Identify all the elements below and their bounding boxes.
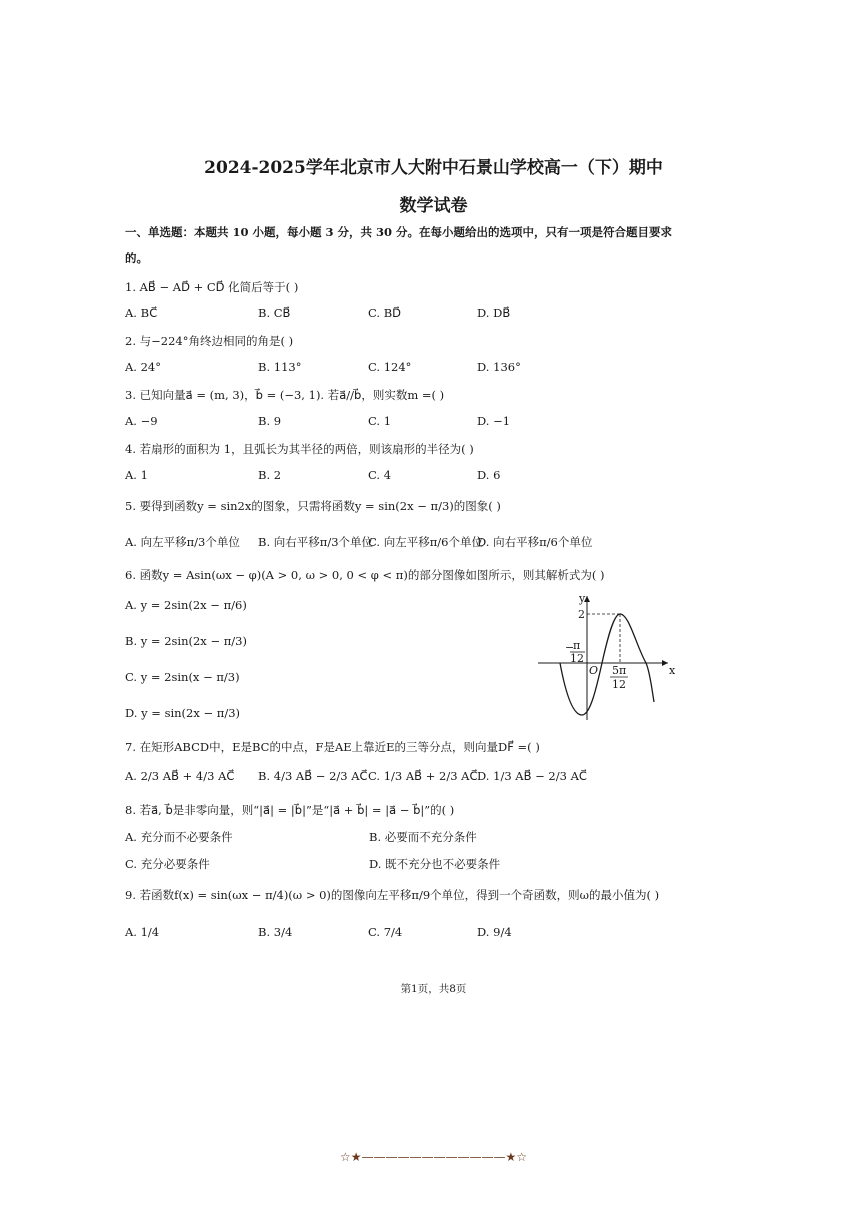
question-options: [125, 856, 725, 874]
x-axis-arrow-icon: [662, 660, 668, 666]
option: B. 向右平移π/3个单位: [258, 535, 374, 549]
option: C. 向左平移π/6个单位: [368, 535, 483, 549]
option: C. 1/3 AB⃗ + 2/3 AC⃗: [368, 769, 478, 783]
question-stem: 9. 若函数f(x) = sin(ωx − π/4)(ω > 0)的图像向左平移π/9个单位，得到一个奇函数，则ω的最小值为( ): [125, 888, 660, 902]
question-stem: 5. 要得到函数y = sin2x的图象，只需将函数y = sin(2x − π/3)的图象( ): [125, 499, 501, 513]
option: C. 7/4: [368, 925, 403, 939]
option: D. 136°: [477, 360, 521, 374]
origin-label: O: [589, 664, 599, 677]
right-tick-numerator: 5π: [612, 664, 627, 677]
section-instructions-cont: 的。: [125, 251, 148, 265]
option: D. 向右平移π/6个单位: [477, 535, 593, 549]
option: A. y = 2sin(2x − π/6): [125, 598, 247, 612]
question-stem: 4. 若扇形的面积为 1，且弧长为其半径的两倍，则该扇形的半径为( ): [125, 442, 474, 456]
y-axis-label: y: [579, 592, 586, 605]
left-tick-denominator: 12: [570, 652, 584, 665]
option: D. DB⃗: [477, 306, 511, 320]
option: D. −1: [477, 414, 511, 428]
question-stem: 1. AB⃗ − AD⃗ + CD⃗ 化简后等于( ): [125, 280, 299, 294]
option: D. y = sin(2x − π/3): [125, 706, 241, 720]
sine-graph-figure: [532, 590, 682, 725]
option: B. CB⃗: [258, 306, 291, 320]
option: C. BD⃗: [368, 306, 402, 320]
question-stem: 6. 函数y = Asin(ωx − φ)(A > 0, ω > 0, 0 < φ < π)的部分图像如图所示，则其解析式为( ): [125, 568, 605, 582]
question-options: [125, 925, 725, 943]
option: D. 既不充分也不必要条件: [369, 857, 501, 871]
option: C. 4: [368, 468, 392, 482]
footer-decoration: ☆★————————————★☆: [339, 1150, 528, 1164]
section-instructions: 一、单选题：本题共 10 小题，每小题 3 分，共 30 分。在每小题给出的选项中，只有一项是符合题目要求: [125, 225, 673, 239]
question-stem: 3. 已知向量a⃗ = (m, 3)，b⃗ = (−3, 1). 若a⃗//b⃗，则实数m =( ): [125, 388, 445, 402]
question-options: [125, 829, 725, 847]
option: A. 向左平移π/3个单位: [125, 535, 240, 549]
option: C. 124°: [368, 360, 412, 374]
option: A. 充分而不必要条件: [125, 830, 233, 844]
question-options: [125, 414, 725, 432]
page-footer: 第1页，共8页: [400, 983, 467, 995]
option: B. 113°: [258, 360, 302, 374]
option: B. 9: [258, 414, 282, 428]
left-tick-numerator: π: [573, 639, 581, 652]
option: D. 6: [477, 468, 501, 482]
option: A. 1/4: [125, 925, 160, 939]
option: B. 3/4: [258, 925, 293, 939]
question-stem: 2. 与−224°角终边相同的角是( ): [125, 334, 294, 348]
question-options: [125, 306, 725, 324]
option: A. 1: [125, 468, 148, 482]
option: A. −9: [125, 414, 158, 428]
question-stem: 7. 在矩形ABCD中，E是BC的中点，F是AE上靠近E的三等分点，则向量DF⃗ =( ): [125, 740, 540, 754]
y-max-label: 2: [578, 608, 585, 621]
question-options: [125, 468, 725, 486]
question-options: [125, 360, 725, 378]
right-tick-denominator: 12: [612, 678, 626, 691]
option: C. y = 2sin(x − π/3): [125, 670, 240, 684]
question-stem: 8. 若a⃗, b⃗是非零向量，则“|a⃗| = |b⃗|”是“|a⃗ + b⃗| = |a⃗ − b⃗|”的( ): [125, 803, 455, 817]
question-options: [125, 534, 725, 552]
option: B. 2: [258, 468, 282, 482]
left-tick-sign: −: [565, 641, 575, 654]
option: B. y = 2sin(2x − π/3): [125, 634, 247, 648]
option: C. 充分必要条件: [125, 857, 210, 871]
option: A. BC⃗: [125, 306, 158, 320]
option: D. 9/4: [477, 925, 512, 939]
option: A. 2/3 AB⃗ + 4/3 AC⃗: [125, 769, 235, 783]
option: D. 1/3 AB⃗ − 2/3 AC⃗: [477, 769, 587, 783]
question-options: [125, 769, 725, 787]
exam-title: 2024-2025学年北京市人大附中石景山学校高一（下）期中: [204, 158, 663, 178]
option: C. 1: [368, 414, 392, 428]
exam-subtitle: 数学试卷: [399, 196, 468, 216]
option: B. 4/3 AB⃗ − 2/3 AC⃗: [258, 769, 368, 783]
option: B. 必要而不充分条件: [369, 830, 477, 844]
x-axis-label: x: [669, 664, 676, 677]
option: A. 24°: [125, 360, 161, 374]
